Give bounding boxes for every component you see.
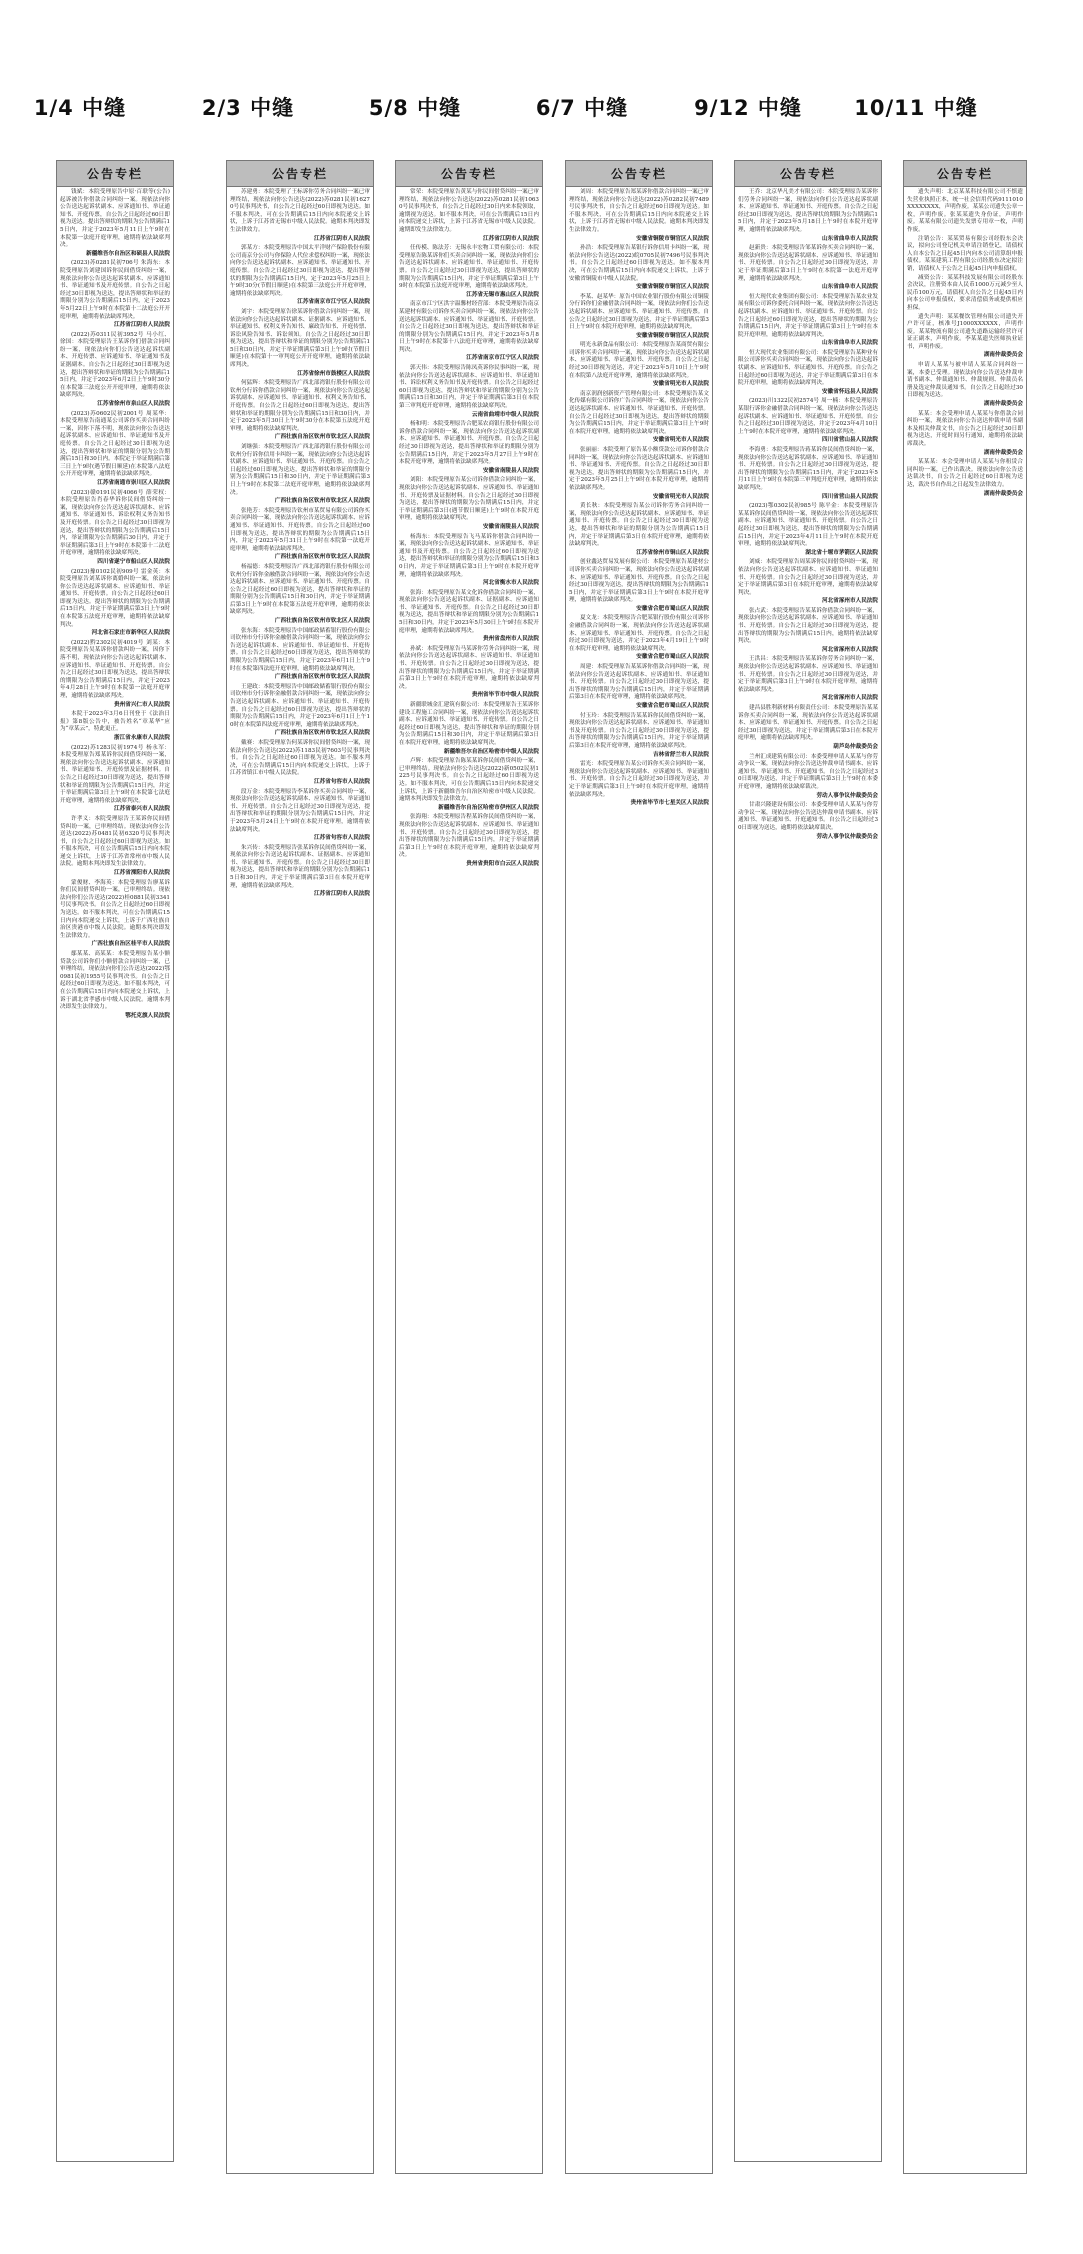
notice-court: 吉林省舒兰市人民法院 xyxy=(653,751,709,758)
notice-text: 孙斌：本院受理原告马某诉你劳务合同纠纷一案，现依法向你公告送达起诉状副本、应诉通知书、举证通知书、开庭传票。自公告之日起经过30日即视为送达，提出答辩状的期限为公告期满后15日内，并定于举证期满后第3日上午9时在本院开庭审理，逾期将依法缺席判决。 xyxy=(399,645,539,690)
notice-court: 安徽省怀远县人民法院 xyxy=(822,388,878,395)
column-header: 公告专栏 xyxy=(566,161,712,187)
notice-text: 王洪昌：本院受理原告某某诉你劳务合同纠纷一案，现依法向你公告送达起诉状副本、应诉通知书、举证通知书、开庭传票。自公告之日起经过30日即视为送达，并定于举证期满后第3日上午9时在本院开庭审理，逾期将依法缺席判决。 xyxy=(738,656,878,693)
notice-court: 安徽省明光市人民法院 xyxy=(653,381,709,388)
notice-court: 四川省营山县人民法院 xyxy=(822,437,878,444)
notice-list xyxy=(396,187,542,868)
notice-text: 夏文龙：本院受理原告合肥某银行股份有限公司诉你金融借款合同纠纷一案，现依法向你公告送达起诉状副本、应诉通知书、举证通知书、开庭传票。自公告之日起经过30日即视为送达，并定于2023年4月19日上午9时在本院开庭审理，逾期将依法缺席判决。 xyxy=(569,615,709,652)
notice-court: 湖南仲裁委员会 xyxy=(983,449,1023,456)
notice-text: (2023)鄂0302民初985号 陈平金：本院受理原告某某诉你民间借贷纠纷一案，现依法向你公告送达起诉状副本、应诉通知书、举证通知书、开庭传票。自公告之日起经过30日即视为送达，提出答辩状的期限为公告期满后15日内，并定于2023年4月11日上午9时在本院开庭审理，逾期将依法缺席判决。 xyxy=(738,503,878,548)
notice-court: 山东省曲阜市人民法院 xyxy=(822,284,878,291)
notice-court: 河北省涿州市人民法院 xyxy=(822,646,878,653)
notice-text: 张海翔：本院受理原告程某诉你民间借贷纠纷一案，现依法向你公告送达起诉状副本、应诉通知书、举证通知书、开庭传票。自公告之日起经过30日即视为送达，提出答辩状的期限为公告期满后15日内，并定于举证期满后第3日上午9时在本院开庭审理，逾期将依法缺席判决。 xyxy=(399,814,539,859)
notice-text: 卢辉：本院受理原告陈某某诉你民间借贷纠纷一案，已审理终结。现依法向你公告送达(2022)新0502民初1225号民事判决书。自公告之日起经过60日即视为送达。如不服本判决，可在公告期满后15日内向本院递交上诉状，上诉于新疆维吾尔自治区哈密市中级人民法院。逾期本判决即发生法律效力。 xyxy=(399,758,539,803)
notice-court: 四川省营山县人民法院 xyxy=(822,493,878,500)
notice-court: 安徽省明光市人民法院 xyxy=(653,493,709,500)
notice-text: 郭某方：本院受理原告中国太平洋财产保险股份有限公司南京分公司与你保险人代位求偿权纠纷一案，现依法向你公告送达起诉状副本、应诉通知书、举证通知书、开庭传票。自公告之日起经过30日即视为送达，提出答辩状的期限为公告期满后15日内，定于2023年5月25日上午9时30分(节假日顺延)在本院第三法庭公开开庭审理，逾期将依法缺席判决。 xyxy=(230,245,370,297)
notice-text: 张艳芳：本院受理原告钦州市某贸易有限公司诉你买卖合同纠纷一案，现依法向你公告送达起诉状副本、应诉通知书、举证通知书、开庭传票。自公告之日起经过60日即视为送达，提出答辩状的期限为公告期满后15日内，并定于2023年5月31日上午9时在本院第一法庭开庭审理，逾期将依法缺席判决。 xyxy=(230,507,370,552)
notice-text: 张丽丽：本院受理了原告某小额贷款公司诉你借款合同纠纷一案，现依法向你公告送达起诉状副本、应诉通知书、举证通知书、开庭传票。自公告之日起经过30日即视为送达，提出答辩状的期限为公告期满后15日内，并定于2023年5月25日上午9时在本院开庭审理，逾期将依法缺席判决。 xyxy=(569,447,709,491)
notice-court: 河北省衡水市人民法院 xyxy=(483,580,539,587)
notice-list xyxy=(227,187,373,899)
notice-text: 李某、赵某华：原告中国农业银行股份有限公司铜陵分行诉你们金融借款合同纠纷一案，现依法向你们公告送达起诉状副本、应诉通知书、举证通知书、开庭传票。自公告之日起经过30日即视为送达，并定于举证期满后第3日上午9时在本院开庭审理，逾期将依法缺席判决。 xyxy=(569,293,709,331)
notice-court: 江苏省泰兴市人民法院 xyxy=(114,806,170,813)
notice-text: (2022)苏1283民初1974号 杨永军：本院受理原告郑某诉你民间借贷纠纷一案，现依法向你公告送达起诉状副本、应诉通知书、举证通知书、开庭传票及证据材料。自公告之日起经过30日即视为送达，提出答辩状和举证的期限为公告期满后15日内，并定于举证期满后第3日上午9时在本院第七法庭开庭审理，逾期将依法缺席判决。 xyxy=(60,744,170,804)
notice-text: 张东海：本院受理原告中国邮政储蓄银行股份有限公司钦州市分行诉你金融借款合同纠纷一案，现依法向你公告送达起诉状副本、应诉通知书、举证通知书、开庭传票。自公告之日起经过60日即视为送达，提出答辩状的期限为公告期满后15日内，并定于2023年6月1日上午9时在本院第四法庭开庭审理，逾期将依法缺席判决。 xyxy=(230,627,370,672)
size-label-4: 6/7 中缝 xyxy=(535,96,629,120)
notice-text: 申请人某某与被申请人某某合同纠纷一案，本委已受理。现依法向你公告送达仲裁申请书副本、仲裁通知书、仲裁规则、仲裁员名册及选定仲裁员通知书。自公告之日起经过30日即视为送达。 xyxy=(907,362,1023,399)
column-header: 公告专栏 xyxy=(57,161,173,187)
notice-text: 戴赛：本院受理原告何某诉你民间借贷纠纷一案，现依法向你公告送达(2022)苏1183民初7603号民事判决书。自公告之日起经过60日即视为送达。如不服本判决，可在公告期满后15日内向本院递交上诉状，上诉于江苏省镇江市中级人民法院。 xyxy=(230,739,370,777)
notice-court: 江苏省江阴市人民法院 xyxy=(114,322,170,329)
notice-court: 贵州省兴仁市人民法院 xyxy=(114,701,170,708)
notice-text: 付玉玲：本院受理原告某某诉你民间借贷纠纷一案，现依法向你公告送达起诉状副本、应诉通知书、举证通知书及开庭传票。自公告之日起经过30日即视为送达，提出答辩状的期限为公告期满后15日内，并定于举证期满后第3日在本院开庭审理，逾期将依法缺席判决。 xyxy=(569,712,709,749)
notice-text: 任传模、陈法芳：无锡永丰宏物工贸有限公司：本院受理原告陈某诉你们买卖合同纠纷一案，现依法向你们公告送达起诉状副本、应诉通知书、举证通知书、开庭传票。自公告之日起经过30日即视为送达，提出答辩状的期限为公告期满后15日内，并定于举证期满后第3日上午9时在本院第五法庭开庭审理，逾期将依法缺席判决。 xyxy=(399,245,539,290)
notice-court: 江苏省南京市江宁区人民法院 xyxy=(466,355,539,362)
ad-column-6 xyxy=(903,160,1027,2174)
notice-court: 江苏省南通市崇川区人民法院 xyxy=(97,479,170,486)
notice-court: 江苏省徐州市鼓楼区人民法院 xyxy=(297,370,370,377)
notice-text: 杨和明：本院受理原告合肥某农商银行股份有限公司诉你借款合同纠纷一案，现依法向你公告送达起诉状副本、应诉通知书、举证通知书、开庭传票。自公告之日起经过30日即视为送达，提出答辩状和举证的期限分别为公告期满后15日内，并定于2023年5月27日上午9时在本院开庭审理，逾期将依法缺席判决。 xyxy=(399,421,539,466)
notice-court: 安徽省合肥市蜀山区人民法院 xyxy=(636,605,709,612)
notice-text: 恒大现代农业集团有限公司：本院受理原告某种业有限公司诉你买卖合同纠纷一案，现依法向你公告送达起诉状副本、应诉通知书、举证通知书、开庭传票。自公告之日起经过60日即视为送达，并定于举证期满后第3日在本院开庭审理，逾期将依法缺席判决。 xyxy=(738,349,878,387)
notice-text: 减资公告：某某科技发展有限公司经股东会决议，注册资本由人民币1000万元减少至人民币100万元，请债权人自公告之日起45日内向本公司申报债权，要求清偿债务或提供相应担保。 xyxy=(907,274,1023,311)
ad-column-5 xyxy=(734,160,882,2162)
notice-text: 郭天伟：本院受理原告陈凤英诉你民事纠纷一案，现依法向你公告送达起诉状副本、应诉通知书、举证通知书、诉讼权利义务告知书及开庭传票。自公告之日起经过60日即视为送达，提出答辩状和举证的期限分别为公告期满后15日和30日内，并定于举证期满后第3日在本院第三审判庭开庭审理，逾期将依法缺席判决。 xyxy=(399,365,539,410)
column-header: 公告专栏 xyxy=(904,161,1026,187)
notice-court: 河北省石家庄市新华区人民法院 xyxy=(91,630,170,637)
notice-court: 贵州省贵阳市白云区人民法院 xyxy=(466,860,539,867)
notice-court: 山东省曲阜市人民法院 xyxy=(822,340,878,347)
column-header: 公告专栏 xyxy=(735,161,881,187)
notice-court: 四川省遂宁市船山区人民法院 xyxy=(97,558,170,565)
ad-column-4 xyxy=(565,160,713,2174)
notice-court: 广西壮族自治区钦州市钦北区人民法院 xyxy=(274,554,370,561)
notice-text: 黄长秋：本院受理原告某公司诉你劳务合同纠纷一案，现依法向你公告送达起诉状副本、应诉通知书、举证通知书、开庭传票。自公告之日起经过30日即视为送达，提出答辩状和举证的期限分别为公告期满后15日内，并定于举证期满后第3日在本院开庭审理，逾期将依法缺席判决。 xyxy=(569,503,709,548)
notice-court: 贵州省盘州市人民法院 xyxy=(483,636,539,643)
notice-court: 江苏省江阴市人民法院 xyxy=(314,235,370,242)
notice-text: 李海勇：本院受理原告蒋某诉你民间借贷纠纷一案，现依法向你公告送达起诉状副本、应诉通知书、举证通知书、开庭传票。自公告之日起经过30日即视为送达，提出答辩状的期限为公告期满后15日内，并定于2023年5月11日上午9时在本院第三审判庭开庭审理，逾期将依法缺席判决。 xyxy=(738,447,878,491)
notice-court: 广西壮族自治区桂平市人民法院 xyxy=(91,941,170,948)
notice-court: 江苏省句容市人民法院 xyxy=(314,778,370,785)
notice-court: 湖南仲裁委员会 xyxy=(983,490,1023,497)
notice-text: 建昌县胜利新材料有限责任公司：本院受理原告某某诉你买卖合同纠纷一案，现依法向你公告送达起诉状副本、应诉通知书、举证通知书、开庭传票。自公告之日起经过30日即视为送达，并定于举证期满后第3日在本院开庭审理，逾期将依法缺席判决。 xyxy=(738,705,878,742)
notice-text: 赵新贵：本院受理原告邹某诉你买卖合同纠纷一案，现依法向你公告送达起诉状副本、应诉通知书、举证通知书、开庭传票。自公告之日起经过30日即视为送达，并定于举证期满后第3日上午9时在本院第一法庭开庭审理，逾期将依法缺席判决。 xyxy=(738,245,878,282)
notice-text: 朱兴传：本院受理原告张某诉你民间借贷纠纷一案，现依法向你公告送达起诉状副本、证据副本、应诉通知书、举证通知书、开庭传票。自公告之日起经过30日即视为送达，提出答辩状和举证的期限分别为公告期满后15日和30日内，并定于举证期满后第3日在本院开庭审理，逾期将依法缺席判决。 xyxy=(230,844,370,889)
notice-list xyxy=(57,187,173,1020)
notice-court: 广西壮族自治区钦州市钦北区人民法院 xyxy=(274,498,370,505)
notice-text: 杨福德：本院受理原告广西北部湾银行股份有限公司钦州分行诉你金融借款合同纠纷一案，现依法向你公告送达起诉状副本、应诉通知书、举证通知书、开庭传票。自公告之日起经过60日即视为送达，提出答辩状和举证的期限分别为公告期满后15日和30日内，并定于举证期满后第3日上午9时在本院第五法庭开庭审理，逾期将依法缺席判决。 xyxy=(230,563,370,616)
notice-list xyxy=(904,187,1026,498)
notice-court: 安徽省明光市人民法院 xyxy=(653,437,709,444)
notice-court: 安徽省铜陵市铜官区人民法院 xyxy=(636,284,709,291)
notice-text: 刘阳：本院受理原告某公司诉你借款合同纠纷一案，现依法向你公告送达起诉状副本、应诉通知书、举证通知书、开庭传票及证据材料。自公告之日起经过30日即视为送达，提出答辩状的期限为公告期满后15日内，并定于举证期满后第3日(遇节假日顺延)上午9时在本院开庭审理，逾期将依法缺席判决。 xyxy=(399,477,539,522)
notice-text: 明光永新食品有限公司：本院受理原告某商贸有限公司诉你买卖合同纠纷一案，现依法向你公告送达起诉状副本、应诉通知书、举证通知书、开庭传票。自公告之日起经过30日即视为送达，并定于2023年5月10日上午9时在本院第八法庭开庭审理，逾期将依法缺席判决。 xyxy=(569,342,709,379)
notice-court: 广西壮族自治区钦州市钦北区人民法院 xyxy=(274,730,370,737)
notice-text: (2023)苏0602民初2001号 周某华：本院受理原告南通某公司诉你买卖合同纠纷一案，因你下落不明，现依法向你公告送达起诉状副本、应诉通知书、举证通知书及开庭传票。自公告之日起经过30日即视为送达，提出答辩状和举证的期限分别为公告期满后15日和30日内。本院定于举证期满后第三日上午9时(遇节假日顺延)在本院第八法庭公开开庭审理，逾期将依法缺席判决。 xyxy=(60,410,170,478)
notice-text: 刘继强：本院受理原告广西北部湾银行股份有限公司钦州分行诉你信用卡纠纷一案，现依法向你公告送达起诉状副本、应诉通知书、举证通知书、开庭传票。自公告之日起经过60日即视为送达，提出答辩状和举证的期限分别为公告期满后15日和30日内，并定于举证期满后第3日上午9时在本院第二法庭开庭审理，逾期将依法缺席判决。 xyxy=(230,444,370,496)
notice-text: 常荣：本院受理原告黄某与你民间借贷纠纷一案已审理终结，现依法向你公告送达(2022)苏0281民初10630号民事判决书，自公告之日起经过30日内来本院领取，逾期视为送达。如不服本判决，可在公告期满后15日内向本院递交上诉状，上诉于江苏省无锡市中级人民法院。逾期即发生法律效力。 xyxy=(399,189,539,233)
notice-court: 江苏省无锡市惠山区人民法院 xyxy=(466,291,539,298)
notice-text: 甘肃兴隆建设有限公司：本委受理申请人某某与你劳动争议一案，现依法向你公告送达仲裁申请书副本、应诉通知书、举证通知书、开庭通知书。自公告之日起经过30日即视为送达，逾期将依法缺席裁决。 xyxy=(738,802,878,831)
notice-text: (2022)苏0311民初3952号 马小红、徐国：本院受理原告王某诉你们借款合同纠纷一案，现依法向你们公告送达起诉状副本、开庭传票、应诉通知书、举证通知书及证据副本。自公告之日起经过30日即视为送达，提出答辩状和举证的期限为公告期满后15日内，并定于2023年6月2日上午9时30分在本院第三法庭公开开庭审理，逾期将依法缺席判决。 xyxy=(60,331,170,399)
notice-list xyxy=(566,187,712,808)
notice-list xyxy=(735,187,881,841)
notice-text: 兰州汇成建筑有限公司：本委受理申请人某某与你劳动争议一案，现依法向你公告送达仲裁申请书副本、应诉通知书、举证通知书、开庭通知书。自公告之日起经过30日即视为送达，并定于举证期满后第3日上午9时在本委开庭审理，逾期将依法缺席裁决。 xyxy=(738,753,878,790)
size-label-5: 9/12 中缝 xyxy=(694,96,802,120)
notice-court: 新疆维吾尔自治区哈密市中级人民法院 xyxy=(443,748,539,755)
notice-court: 山东省曲阜市人民法院 xyxy=(822,235,878,242)
notice-court: 江苏省南京市江宁区人民法院 xyxy=(297,299,370,306)
notice-text: (2023)苏0281民初706号 朱海东：本院受理原告刘建国诉你民间借贷纠纷一案，现依法向你公告送达起诉状副本、应诉通知书、举证通知书及开庭传票。自公告之日起经过30日即视为送达，提出答辩状和举证的期限分别为公告期满后15日内，定于2023年5月22日上午9时在本院第十二法庭公开开庭审理，逾期将依法缺席判决。 xyxy=(60,260,170,320)
notice-text: 某某某：本会受理申请人某某与你租赁合同纠纷一案，已作出裁决。现依法向你公告送达裁决书，自公告之日起经过60日即视为送达，裁决书自作出之日起发生法律效力。 xyxy=(907,459,1023,488)
notice-court: 湖南仲裁委员会 xyxy=(983,401,1023,408)
notice-court: 劳动人事争议仲裁委员会 xyxy=(816,833,878,840)
notice-text: (2023)豫0102民初909号 雷金英：本院受理原告刘某诉你离婚纠纷一案，依法向你公告送达起诉状副本、应诉通知书、举证通知书、开庭传票。自公告之日起经过60日即视为送达。提出答辩状的期限为公告期满后15日内，并定于举证期满后第3日上午9时在本院第五法庭开庭审理，逾期将依法缺席判决。 xyxy=(60,568,170,628)
notice-text: 鄢某某、高某某：本院受理原告某小额贷款公司诉你们小额借款合同纠纷一案，已审理终结，现依法向你们公告送达(2022)鄂0981民初1955号民事判决书。自公告之日起经过60日即视为送达。如不服本判决，可在公告期满后15日内向本院递交上诉状，上诉于湖北省孝感市中级人民法院。逾期本判决即发生法律效力。 xyxy=(60,951,170,1011)
ad-column-3 xyxy=(395,160,543,2174)
column-header: 公告专栏 xyxy=(396,161,542,187)
column-header: 公告专栏 xyxy=(227,161,373,187)
notice-text: 张占武：本院受理原告某某诉你借款合同纠纷一案，现依法向你公告送达起诉状副本、应诉通知书、举证通知书、开庭传票。自公告之日起经过30日即视为送达，提出答辩状的期限为公告期满后15日内，逾期将依法缺席判决。 xyxy=(738,607,878,645)
notice-court: 江苏省徐州市铜山区人民法院 xyxy=(636,549,709,556)
notice-court: 江苏省徐州市泉山区人民法院 xyxy=(97,401,170,408)
notice-text: 本院于2023年3月6日刊登于《法治日报》第8版公告中，被告姓名“章某华”应为“章某云”，特此更正。 xyxy=(60,711,170,733)
notice-court: 安徽省铜陵市铜官区人民法院 xyxy=(636,332,709,339)
notice-text: 创业鑫达贸易发展有限公司：本院受理原告某建材公司诉你买卖合同纠纷一案，现依法向你公告送达起诉状副本、应诉通知书、举证通知书、开庭传票。自公告之日起经过30日即视为送达，提出答辩状的期限为公告期满后15日内，并定于举证期满后第3日上午9时在本院开庭审理，逾期将依法缺席判决。 xyxy=(569,559,709,604)
notice-text: 遗失声明：某某餐饮管理有限公司遗失开户许可证，核准号J1000XXXXXX，声明作废。某某物流有限公司遗失道路运输经营许可证正副本，声明作废。李某某遗失医师执业证书，声明作废。 xyxy=(907,313,1023,350)
ad-column-1 xyxy=(56,160,174,2162)
notice-text: 钱斌：本院受理原告中原·百联等(公告)起诉被告你借款合同纠纷一案。现依法向你公告送达起诉状副本、应诉通知书、举证通知书、开庭传票，自公告之日起经过60日即视为送达。提出答辩状的期限为公告期满后15日内，并定于2023年5月11日上午9时在本院第一法庭开庭审理，逾期将依法缺席判决。 xyxy=(60,189,170,249)
notice-court: 新疆维吾尔自治区和硕县人民法院 xyxy=(86,250,170,257)
notice-text: 张海：本院受理原告某文化诉你借款合同纠纷一案，现依法向你公告送达起诉状副本、证据副本、应诉通知书、举证通知书、开庭传票。自公告之日起经过30日即视为送达，提出答辩状和举证的期限分别为公告期满后15日和30日内，并定于2023年5月30日上午9时在本院开庭审理，逾期将依法缺席判决。 xyxy=(399,589,539,634)
notice-court: 湖北省十堰市茅箭区人民法院 xyxy=(805,549,878,556)
notice-text: 杨海东：本院受理原告飞马某诉你借款合同纠纷一案，现依法向你公告送达起诉状副本、应诉通知书、举证通知书及开庭传票。自公告之日起经过60日即视为送达，提出答辩状和举证的期限分别为公告期满后15日和30日内，并定于举证期满后第3日上午9时在本院开庭审理，逾期将依法缺席判决。 xyxy=(399,533,539,578)
notice-text: 许孝义：本院受理原告王某诉你民间借贷纠纷一案，已审理终结。现依法向你公告送达(2022)苏0481民初6320号民事判决书，自公告之日起经过60日即视为送达。如不服本判决，可在公告期满后15日内向本院递交上诉状，上诉于江苏省常州市中级人民法院。逾期本判决即发生法律效力。 xyxy=(60,815,170,868)
notice-text: 王建政：本院受理原告中国邮政储蓄银行股份有限公司钦州市分行诉你金融借款合同纠纷一案，现依法向你公告送达起诉状副本、应诉通知书、举证通知书、开庭传票。自公告之日起经过60日即视为送达，提出答辩状的期限为公告期满后15日内，并定于2023年6月1日上午10时在本院第四法庭开庭审理，逾期将依法缺席判决。 xyxy=(230,683,370,728)
notice-court: 广西壮族自治区钦州市钦北区人民法院 xyxy=(274,434,370,441)
notice-text: 新疆联城金汇建筑有限公司：本院受理原告王某诉你建设工程施工合同纠纷一案，现依法向你公告送达起诉状副本、应诉通知书、举证通知书、开庭传票。自公告之日起经过60日即视为送达，提出答辩状和举证的期限分别为公告期满后15日和30日内，并定于举证期满后第3日在本院开庭审理，逾期将依法缺席判决。 xyxy=(399,702,539,746)
notice-court: 贵州省毕节市七星关区人民法院 xyxy=(630,800,709,807)
size-label-2: 2/3 中缝 xyxy=(201,96,295,120)
notice-text: 刘威：本院受理原告周某诉你民间借贷纠纷一案，现依法向你公告送达起诉状副本、应诉通知书、举证通知书、开庭传票。自公告之日起经过30日即视为送达，并定于举证期满后第3日在本院开庭审理，逾期将依法缺席判决。 xyxy=(738,559,878,596)
notice-court: 广西壮族自治区钦州市钦北区人民法院 xyxy=(274,618,370,625)
notice-text: 刘宇：本院受理原告徐某诉你借款合同纠纷一案，现依法向你公告送达起诉状副本、证据副本、应诉通知书、举证通知书、权利义务告知书、廉政告知书、开庭传票、诉讼风险告知书、诉讼须知。自公告之日起经过30日即视为送达，提出答辩状和举证的期限分别为公告期满后15日和30日内，并定于举证期满后第3日上午9时(节假日顺延)在本院第十一审判庭公开开庭审理，逾期将依法缺席判决。 xyxy=(230,308,370,369)
notice-text: 南京市江宁区洪宇温馨材经营部：本院受理原告南京某建材有限公司诉你买卖合同纠纷一案，现依法向你公告送达起诉状副本、应诉通知书、举证通知书、开庭传票。自公告之日起经过30日即视为送达，提出答辩状和举证的期限分别为公告期满后15日内，并定于2023年5月8日上午9时在本院第十八法庭开庭审理，逾期将依法缺席判决。 xyxy=(399,301,539,353)
notice-text: 刘周：本院受理原告郑某诉你借款合同纠纷一案已审理终结，现依法向你公告送达(2022)苏0282民初7489号民事判决书，自公告之日起经过60日即视为送达。如不服本判决，可在公告期满后15日内向本院递交上诉状，上诉于江苏省无锡市中级人民法院。逾期本判决即发生法律效力。 xyxy=(569,189,709,233)
notice-text: 蒙俊财、李海英：本院受理原告廖某诉你们民间借贷纠纷一案，已审理终结。现依法向你们公告送达(2022)桂0881民初3341号民事判决书。自公告之日起经过60日即视为送达。如不服本判决，可在公告期满后15日内向本院递交上诉状，上诉于广西壮族自治区贵港市中级人民法院。逾期本判决即发生法律效力。 xyxy=(60,879,170,939)
notice-court: 安徽省合肥市蜀山区人民法院 xyxy=(636,654,709,661)
size-label-6: 10/11 中缝 xyxy=(854,96,978,120)
notice-text: 恒大现代农业集团有限公司：本院受理原告某农业发展有限公司诉你委托合同纠纷一案，现依法向你公告送达起诉状副本、应诉通知书、举证通知书、开庭传票。自公告之日起经过60日即视为送达，提出答辩状的期限为公告期满后15日内，并定于举证期满后第3日上午9时在本院开庭审理，逾期将依法缺席判决。 xyxy=(738,293,878,338)
size-label-3: 5/8 中缝 xyxy=(368,96,462,120)
notice-text: 遗失声明：北京某某科技有限公司不慎遗失营业执照正本，统一社会信用代码9111010XXXXXXXX，声明作废。某某公司遗失公章一枚，声明作废。张某某遗失身份证，声明作废。某某有限公司遗失发票专用章一枚，声明作废。 xyxy=(907,189,1023,233)
notice-court: 葫芦岛仲裁委员会 xyxy=(833,743,878,750)
notice-text: (2022)黔2302民初4019号 刘某：本院受理原告吴某诉你借款纠纷一案，因你下落不明，现依法向你公告送达起诉状副本、应诉通知书、举证通知书、开庭传票。自公告之日起经过30日即视为送达，提出答辩状的期限为公告期满后15日内，并定于2023年4月28日上午9时在本院第一法庭开庭审理，逾期将依法缺席判决。 xyxy=(60,639,170,699)
notice-court: 河北省涿州市人民法院 xyxy=(822,695,878,702)
notice-text: 王乔：北京华凡美才有限公司：本院受理原告某诉你们劳务合同纠纷一案，现依法向你们公告送达起诉状副本、应诉通知书、举证通知书、开庭传票。自公告之日起经过30日即视为送达，提出答辩状的期限为公告期满后15日内，并定于2023年5月18日上午9时在本院开庭审理，逾期将依法缺席判决。 xyxy=(738,189,878,233)
notice-court: 鄂托克旗人民法院 xyxy=(125,1012,170,1019)
notice-court: 广西壮族自治区钦州市钦北区人民法院 xyxy=(274,674,370,681)
notice-text: 某某：本会受理申请人某某与你借款合同纠纷一案，现依法向你公告送达仲裁申请书副本及相关仲裁文书，自公告之日起经过30日即视为送达，开庭时间另行通知，逾期将依法缺席裁决。 xyxy=(907,410,1023,447)
size-label-1: 1/4 中缝 xyxy=(33,96,127,120)
notice-court: 贵州省毕节市中级人民法院 xyxy=(471,692,539,699)
notice-text: 周建：本院受理原告某某诉你借款合同纠纷一案，现依法向你公告送达起诉状副本、应诉通知书、举证通知书、开庭传票。自公告之日起经过30日即视为送达，提出答辩状的期限为公告期满后15日内，并定于举证期满后第3日在本院开庭审理，逾期将依法缺席判决。 xyxy=(569,664,709,701)
notice-court: 江苏省句容市人民法院 xyxy=(314,835,370,842)
notice-court: 河北省涿州市人民法院 xyxy=(822,598,878,605)
notice-text: 注销公告：某某贸易有限公司经股东会决议，拟向公司登记机关申请注销登记，请债权人自本公告之日起45日内向本公司清算组申报债权。某某建筑工程有限公司经股东决定拟注销，请债权人于公告之日起45日内申报债权。 xyxy=(907,235,1023,272)
notice-court: 云南省曲靖市中级人民法院 xyxy=(471,411,539,418)
notice-court: 安徽省铜陵市铜官区人民法院 xyxy=(636,235,709,242)
notice-court: 江苏省溧阳市人民法院 xyxy=(114,870,170,877)
notice-court: 江苏省江阴市人民法院 xyxy=(314,891,370,898)
notice-court: 湖南仲裁委员会 xyxy=(983,352,1023,359)
notice-court: 安徽省南陵县人民法院 xyxy=(483,467,539,474)
notice-text: (2023)川1322民初2574号 周一楠：本院受理原告某银行诉你金融借款合同纠纷一案，现依法向你公告送达起诉状副本、应诉通知书、举证通知书、开庭传票。自公告之日起经过30日即视为送达，并定于2023年4月10日上午9时在本院开庭审理，逾期将依法缺席判决。 xyxy=(738,398,878,435)
notice-court: 新疆维吾尔自治区哈密市伊州区人民法院 xyxy=(438,804,539,811)
notice-court: 劳动人事争议仲裁委员会 xyxy=(816,792,878,799)
notice-text: 孙浩：本院受理原告某银行诉你信用卡纠纷一案，现依法向你公告送达(2022)皖0705民初7496号民事判决书。自公告之日起经过60日即视为送达。如不服本判决，可在公告期满后15日内向本院递交上诉状，上诉于安徽省铜陵市中级人民法院。 xyxy=(569,245,709,282)
notice-text: (2023)赣0191民初4066号 薛荣权：本院受理原告肖春华诉你民间借贷纠纷一案，现依法向你公告送达起诉状副本、应诉通知书、举证通知书、诉讼权利义务告知书及开庭传票。自公告之日起经过30日即视为送达，提出答辩状的期限为公告期满后15日内，举证期限为公告期满后30日内，并定于举证期满后第3日上午9时在本院第十二法庭开庭审理，逾期将依法缺席判决。 xyxy=(60,489,170,557)
notice-text: 苏建勇：本院受理了王标诉你劳务合同纠纷一案已审理终结，现依法向你公告送达(2022)苏0281民初16270号民事判决书，自公告之日起经过60日即视为送达。如不服本判决，可在公告期满后15日内向本院递交上诉状，上诉于江苏省无锡市中级人民法院。逾期本判决即发生法律效力。 xyxy=(230,189,370,233)
notice-text: 南京润润创新资产管理有限公司：本院受理原告某文化传媒有限公司诉你广告合同纠纷一案，现依法向你公告送达起诉状副本、应诉通知书、举证通知书、开庭传票。自公告之日起经过30日即视为送达，提出答辩状的期限为公告期满后15日内，并定于举证期满后第3日上午9时在本院开庭审理，逾期将依法缺席判决。 xyxy=(569,390,709,435)
ad-column-2 xyxy=(226,160,374,2174)
notice-court: 浙江省永康市人民法院 xyxy=(114,734,170,741)
notice-court: 江苏省江阴市人民法院 xyxy=(483,235,539,242)
notice-text: 何猛辉：本院受理原告广西北部湾银行股份有限公司钦州分行诉你借款合同纠纷一案，现依法向你公告送达起诉状副本、应诉通知书、举证通知书、权利义务告知书、开庭传票。自公告之日起经过60日即视为送达，提出答辩状和举证的期限分别为公告期满后15日和30日内，并定于2023年5月30日上午9时30分在本院第五法庭开庭审理，逾期将依法缺席判决。 xyxy=(230,380,370,432)
notice-court: 安徽省合肥市蜀山区人民法院 xyxy=(636,703,709,709)
notice-text: 段万金：本院受理原告李某诉你买卖合同纠纷一案，现依法向你公告送达起诉状副本、应诉通知书、举证通知书、开庭传票。自公告之日起经过30日即视为送达，提出答辩状和举证的期限分别为公告期满后15日内，并定于2023年5月24日上午9时在本院开庭审理，逾期将依法缺席判决。 xyxy=(230,788,370,833)
notice-court: 安徽省南陵县人民法院 xyxy=(483,523,539,530)
notice-text: 雷光：本院受理原告某公司诉你买卖合同纠纷一案，现依法向你公告送达起诉状副本、应诉通知书、举证通知书、开庭传票。自公告之日起经过30日即视为送达，并定于举证期满后第3日上午9时在本院开庭审理，逾期将依法缺席判决。 xyxy=(569,761,709,798)
